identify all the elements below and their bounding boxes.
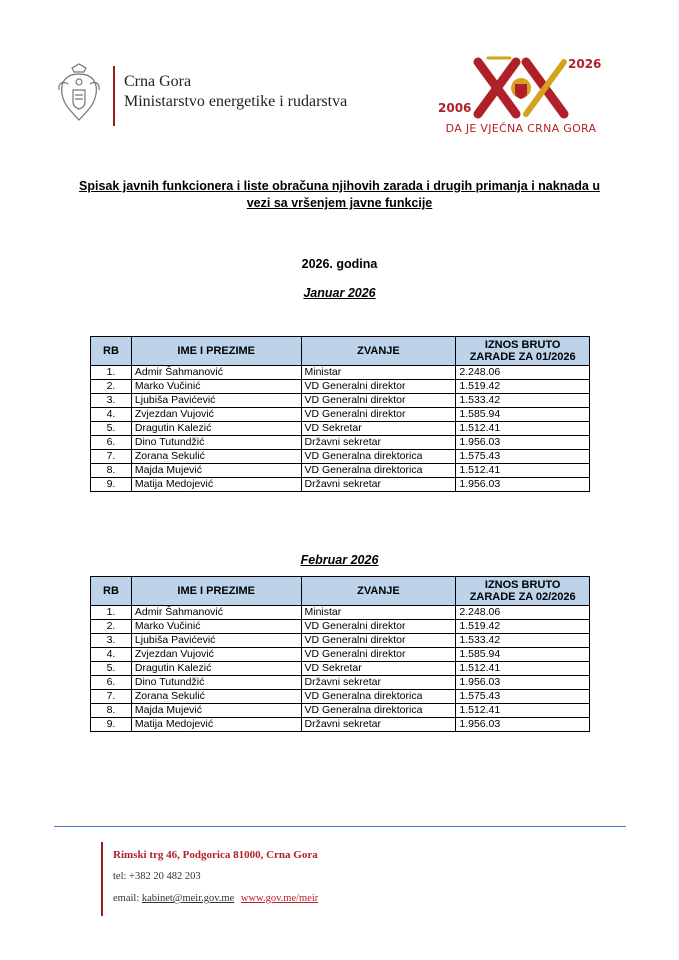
cell-amount: 1.533.42 <box>456 394 590 408</box>
footer-email-label: email: <box>113 893 140 904</box>
cell-title: Državni sekretar <box>301 478 456 492</box>
jubilee-year-end: 2026 <box>568 57 602 71</box>
org-ministry: Ministarstvo energetike i rudarstva <box>124 93 348 110</box>
cell-amount: 1.585.94 <box>456 648 590 662</box>
header-divider <box>113 66 115 126</box>
table-row <box>91 408 590 422</box>
table-row <box>91 662 590 676</box>
cell-amount: 1.512.41 <box>456 464 590 478</box>
table-row <box>91 464 590 478</box>
cell-title: VD Generalni direktor <box>301 408 456 422</box>
cell-rb: 4. <box>91 648 132 662</box>
cell-amount: 1.575.43 <box>456 450 590 464</box>
document-title-line-1: Spisak javnih funkcionera i liste obračuna njihovih zarada i drugih primanja i naknada u <box>79 179 600 193</box>
cell-name: Majda Mujević <box>131 464 301 478</box>
col-header-title: ZVANJE <box>301 337 456 366</box>
cell-amount: 2.248.06 <box>456 606 590 620</box>
cell-amount: 1.519.42 <box>456 620 590 634</box>
cell-title: Ministar <box>301 366 456 380</box>
table-row <box>91 606 590 620</box>
cell-amount: 1.956.03 <box>456 676 590 690</box>
cell-rb: 7. <box>91 450 132 464</box>
footer-contact <box>113 893 318 904</box>
cell-amount: 1.956.03 <box>456 718 590 732</box>
cell-title: VD Generalni direktor <box>301 634 456 648</box>
footer-accent-bar <box>101 842 103 916</box>
cell-rb: 8. <box>91 464 132 478</box>
table-row <box>91 648 590 662</box>
cell-name: Ljubiša Pavićević <box>131 634 301 648</box>
cell-name: Admir Šahmanović <box>131 606 301 620</box>
col-header-rb: RB <box>91 577 132 606</box>
col-header-amount <box>456 577 590 606</box>
cell-rb: 2. <box>91 620 132 634</box>
cell-name: Dino Tutundžić <box>131 676 301 690</box>
footer-website-link[interactable]: www.gov.me/meir <box>240 893 319 904</box>
cell-amount: 1.956.03 <box>456 436 590 450</box>
cell-title: VD Generalna direktorica <box>301 704 456 718</box>
cell-amount: 1.512.41 <box>456 704 590 718</box>
table-row <box>91 620 590 634</box>
cell-name: Matija Medojević <box>131 718 301 732</box>
cell-rb: 4. <box>91 408 132 422</box>
cell-rb: 1. <box>91 606 132 620</box>
cell-name: Majda Mujević <box>131 704 301 718</box>
cell-name: Marko Vučinić <box>131 620 301 634</box>
table-header-row <box>91 337 590 366</box>
table-row <box>91 422 590 436</box>
cell-title: VD Sekretar <box>301 422 456 436</box>
jubilee-tagline: DA JE VJEČNA CRNA GORA <box>445 122 597 135</box>
cell-amount: 1.512.41 <box>456 422 590 436</box>
payroll-table-january <box>90 336 590 492</box>
cell-title: VD Generalna direktorica <box>301 690 456 704</box>
cell-name: Dragutin Kalezić <box>131 662 301 676</box>
cell-name: Matija Medojević <box>131 478 301 492</box>
cell-rb: 5. <box>91 422 132 436</box>
cell-amount: 1.519.42 <box>456 380 590 394</box>
cell-title: VD Generalna direktorica <box>301 464 456 478</box>
document-title <box>40 178 639 212</box>
cell-amount: 1.533.42 <box>456 634 590 648</box>
cell-amount: 2.248.06 <box>456 366 590 380</box>
document-title-line-2: vezi sa vršenjem javne funkcije <box>246 196 433 210</box>
footer-rule <box>54 826 626 827</box>
table-header-row <box>91 577 590 606</box>
cell-title: Državni sekretar <box>301 436 456 450</box>
cell-rb: 3. <box>91 394 132 408</box>
table-row <box>91 704 590 718</box>
col-header-name: IME I PREZIME <box>131 577 301 606</box>
table-row <box>91 366 590 380</box>
table-row <box>91 676 590 690</box>
coat-of-arms-icon <box>56 62 102 124</box>
cell-amount: 1.956.03 <box>456 478 590 492</box>
cell-name: Zorana Sekulić <box>131 690 301 704</box>
cell-name: Zvjezdan Vujović <box>131 408 301 422</box>
col-header-amount-line-1: IZNOS BRUTO <box>484 579 561 591</box>
cell-rb: 5. <box>91 662 132 676</box>
table-row <box>91 634 590 648</box>
cell-title: Državni sekretar <box>301 676 456 690</box>
footer-email-link[interactable]: kabinet@meir.gov.me <box>141 893 235 904</box>
cell-name: Zvjezdan Vujović <box>131 648 301 662</box>
cell-title: VD Generalni direktor <box>301 394 456 408</box>
cell-rb: 1. <box>91 366 132 380</box>
cell-rb: 6. <box>91 676 132 690</box>
cell-amount: 1.585.94 <box>456 408 590 422</box>
cell-title: VD Generalni direktor <box>301 648 456 662</box>
cell-name: Dino Tutundžić <box>131 436 301 450</box>
cell-rb: 2. <box>91 380 132 394</box>
table-row <box>91 380 590 394</box>
organization-name <box>124 72 347 112</box>
cell-title: Državni sekretar <box>301 718 456 732</box>
jubilee-year-start: 2006 <box>438 101 472 115</box>
payroll-table-february <box>90 576 590 732</box>
cell-title: Ministar <box>301 606 456 620</box>
table-row <box>91 478 590 492</box>
cell-title: VD Generalni direktor <box>301 620 456 634</box>
cell-name: Dragutin Kalezić <box>131 422 301 436</box>
cell-rb: 8. <box>91 704 132 718</box>
footer-address: Rimski trg 46, Podgorica 81000, Crna Gora <box>113 849 318 861</box>
cell-name: Admir Šahmanović <box>131 366 301 380</box>
document-year: 2026. godina <box>301 257 378 271</box>
cell-name: Ljubiša Pavićević <box>131 394 301 408</box>
table-row <box>91 718 590 732</box>
col-header-amount <box>456 337 590 366</box>
col-header-amount-line-1: IZNOS BRUTO <box>484 339 561 351</box>
cell-rb: 6. <box>91 436 132 450</box>
cell-title: VD Generalna direktorica <box>301 450 456 464</box>
cell-name: Marko Vučinić <box>131 380 301 394</box>
cell-rb: 9. <box>91 478 132 492</box>
col-header-title: ZVANJE <box>301 577 456 606</box>
month-heading-january: Januar 2026 <box>303 286 376 300</box>
org-country: Crna Gora <box>124 73 192 90</box>
cell-rb: 9. <box>91 718 132 732</box>
table-row <box>91 394 590 408</box>
cell-rb: 3. <box>91 634 132 648</box>
cell-title: VD Sekretar <box>301 662 456 676</box>
col-header-amount-line-2: ZARADE ZA 01/2026 <box>469 351 576 363</box>
cell-title: VD Generalni direktor <box>301 380 456 394</box>
cell-amount: 1.512.41 <box>456 662 590 676</box>
footer-phone: tel: +382 20 482 203 <box>113 871 201 882</box>
col-header-rb: RB <box>91 337 132 366</box>
col-header-amount-line-2: ZARADE ZA 02/2026 <box>469 591 576 603</box>
cell-amount: 1.575.43 <box>456 690 590 704</box>
table-row <box>91 450 590 464</box>
table-row <box>91 690 590 704</box>
col-header-name: IME I PREZIME <box>131 337 301 366</box>
cell-name: Zorana Sekulić <box>131 450 301 464</box>
cell-rb: 7. <box>91 690 132 704</box>
table-row <box>91 436 590 450</box>
month-heading-february: Februar 2026 <box>300 553 379 567</box>
